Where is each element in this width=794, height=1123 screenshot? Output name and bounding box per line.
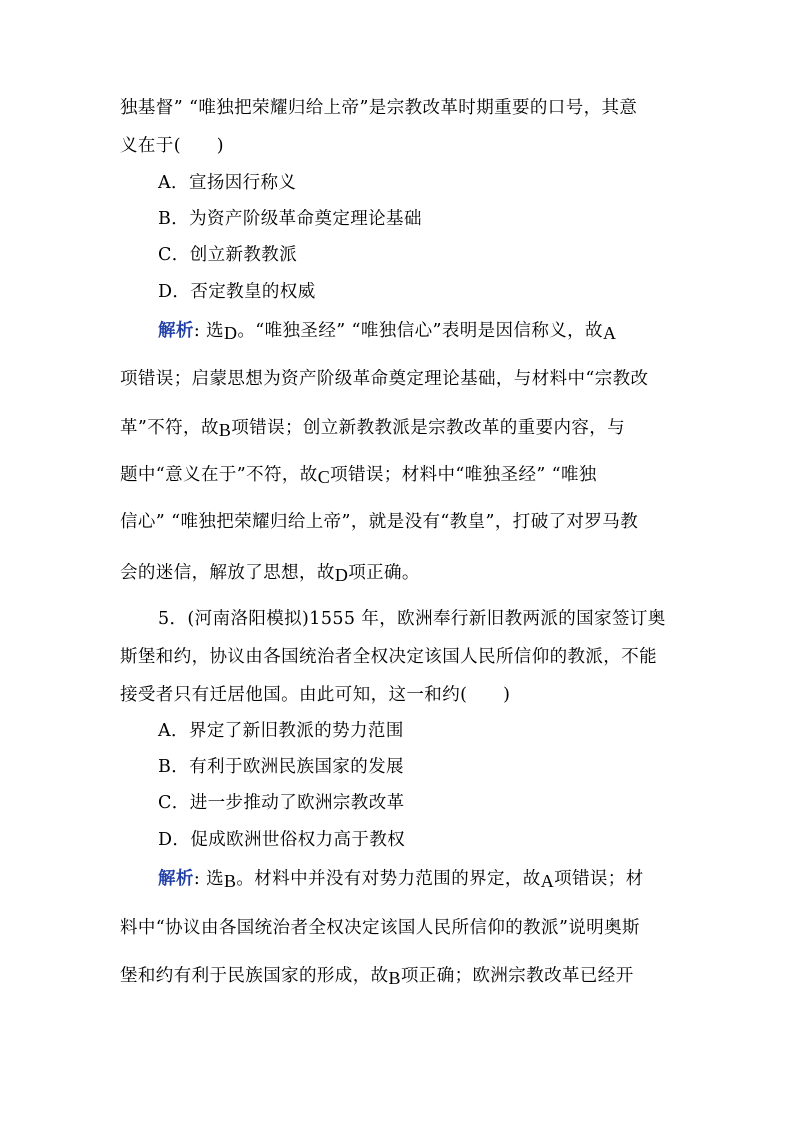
q4-option-b: B．为资产阶级革命奠定理论基础 <box>158 209 422 229</box>
analysis-text: : 选 <box>193 321 224 341</box>
option-letter: B <box>218 420 232 440</box>
q4-stem-line-2: 义在于( ) <box>120 136 224 156</box>
option-letter: A <box>540 871 555 891</box>
q5-analysis-line-2: 料中“协议由各国统治者全权决定该国人民所信仰的教派”说明奥斯 <box>120 918 640 938</box>
q4-analysis-line-4 <box>120 462 597 487</box>
analysis-text: 项错误；材料中“唯独圣经” “唯独 <box>330 465 597 485</box>
q5-stem-line-2: 斯堡和约，协议由各国统治者全权决定该国人民所信仰的教派，不能 <box>120 647 657 667</box>
q4-analysis-line-6 <box>120 560 420 585</box>
q5-analysis-line-1 <box>158 866 644 891</box>
analysis-label: 解析 <box>158 869 194 889</box>
q4-analysis-line-2: 项错误；启蒙思想为资产阶级革命奠定理论基础，与材料中“宗教改 <box>120 369 649 389</box>
option-letter: C <box>317 467 331 487</box>
analysis-text: 。“唯独圣经” “唯独信心”表明是因信称义，故 <box>237 321 603 341</box>
q5-option-d: D．促成欧洲世俗权力高于教权 <box>158 830 406 850</box>
answer-letter: B <box>388 968 401 988</box>
analysis-text: 会的迷信，解放了思想，故 <box>120 563 335 583</box>
analysis-text: 项错误；创立新教教派是宗教改革的重要内容，与 <box>231 418 626 438</box>
q4-stem-line-1: 独基督” “唯独把荣耀归给上帝”是宗教改革时期重要的口号，其意 <box>120 98 638 118</box>
q4-option-c: C．创立新教教派 <box>158 245 298 265</box>
q4-option-a: A．宣扬因行称义 <box>158 173 297 193</box>
analysis-text: 。材料中并没有对势力范围的界定，故 <box>236 869 541 889</box>
q4-analysis-line-1 <box>158 318 616 343</box>
analysis-text: 项正确。 <box>348 563 420 583</box>
answer-letter: D <box>334 565 349 585</box>
analysis-label: 解析 <box>158 321 194 341</box>
option-letter: A <box>602 323 617 343</box>
q5-option-a: A．界定了新旧教派的势力范围 <box>158 721 404 741</box>
q4-analysis-line-5: 信心” “唯独把荣耀归给上帝”，就是没有“教皇”，打破了对罗马教 <box>120 512 639 532</box>
analysis-text: 题中“意义在于”不符，故 <box>120 465 318 485</box>
q5-stem-line-3: 接受者只有迁居他国。由此可知，这一和约( ) <box>120 685 511 705</box>
q5-option-b: B．有利于欧洲民族国家的发展 <box>158 757 404 777</box>
q4-option-d: D．否定教皇的权威 <box>158 282 316 302</box>
q5-option-c: C．进一步推动了欧洲宗教改革 <box>158 793 405 813</box>
answer-letter: D <box>223 323 238 343</box>
q5-stem-line-1: 5．(河南洛阳模拟)1555 年，欧洲奉行新旧教两派的国家签订奥 <box>158 609 666 629</box>
q4-analysis-line-3 <box>120 415 625 440</box>
analysis-text: 堡和约有利于民族国家的形成，故 <box>120 966 389 986</box>
analysis-text: 革”不符，故 <box>120 418 219 438</box>
answer-letter: B <box>223 871 237 891</box>
analysis-text: 项错误；材 <box>554 869 644 889</box>
q5-analysis-line-3 <box>120 963 634 988</box>
analysis-text: : 选 <box>193 869 224 889</box>
analysis-text: 项正确；欧洲宗教改革已经开 <box>400 966 634 986</box>
